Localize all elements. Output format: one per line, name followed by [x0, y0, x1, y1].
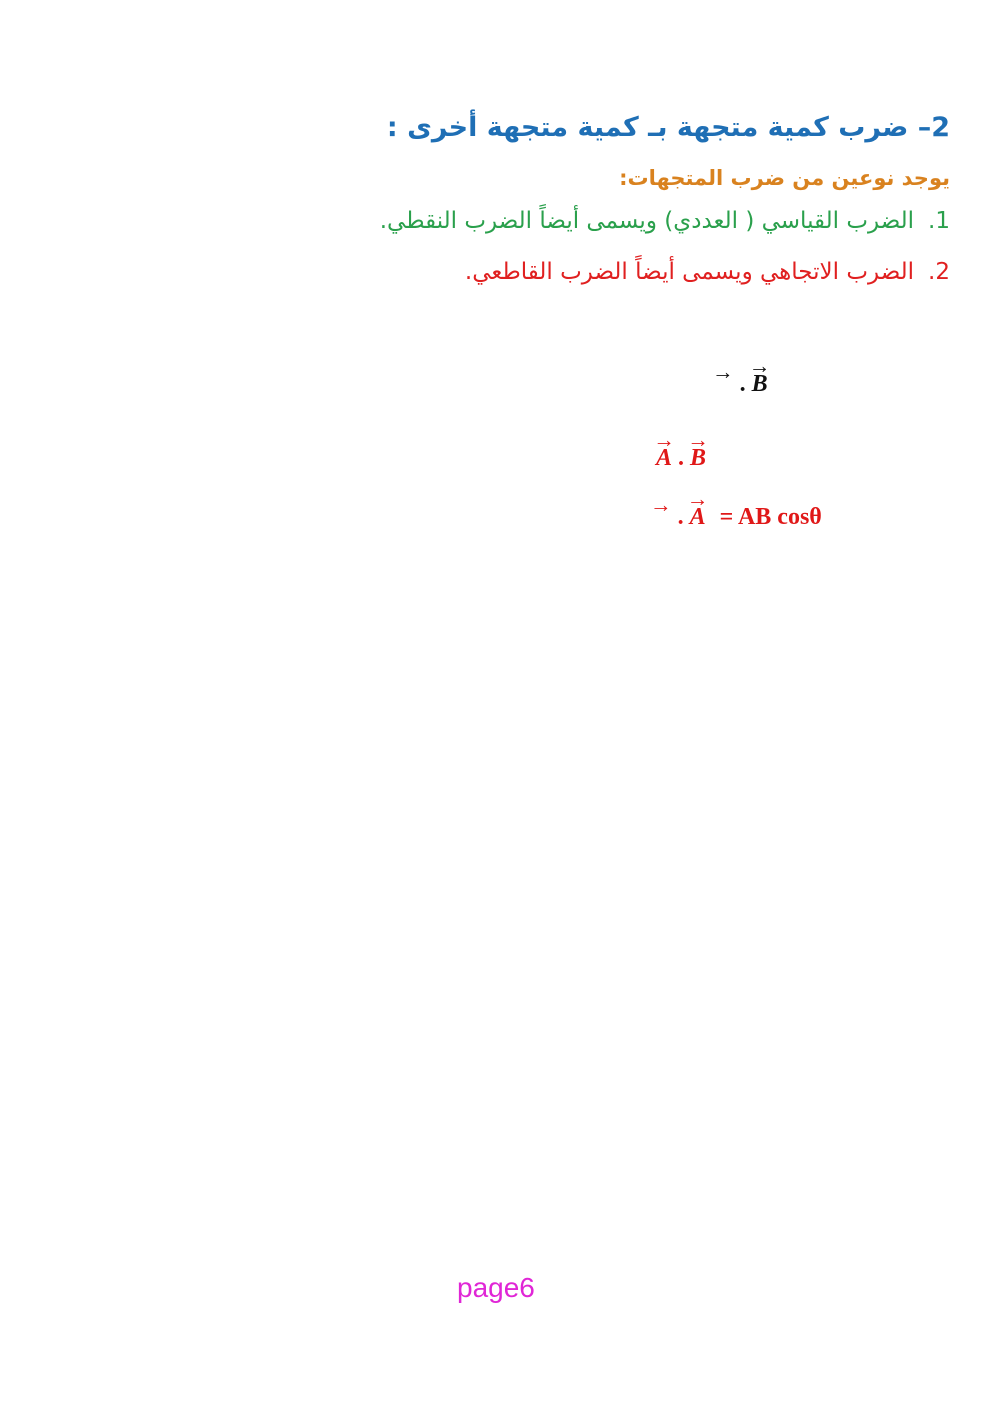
- equation-rhs: = AB cosθ: [719, 503, 822, 530]
- section-heading: 2– ضرب كمية متجهة بـ كمية متجهة أخرى :: [386, 112, 950, 143]
- vector-arrow-icon: →: [650, 493, 672, 517]
- dot-operator: .: [678, 445, 685, 471]
- equation-dot-b: [712, 360, 768, 398]
- list-item-vector-product: [465, 259, 950, 285]
- list-number: 2.: [928, 259, 950, 285]
- equation-a-dot-b: [656, 445, 706, 472]
- vector-b: → B: [752, 371, 768, 398]
- page-number: page6: [457, 1272, 535, 1303]
- dot-operator: .: [677, 503, 684, 530]
- dot-operator: .: [739, 370, 746, 397]
- equation-dot-product-result: [650, 493, 822, 531]
- vector-a: → A: [690, 504, 706, 531]
- list-number: 1.: [928, 208, 950, 234]
- list-item-scalar-product: [380, 208, 950, 234]
- list-item-text: الضرب الاتجاهي ويسمى أيضاً الضرب القاطعي.: [464, 259, 915, 285]
- vector-arrow-icon: →: [712, 360, 734, 384]
- vector-a: → A: [656, 445, 672, 472]
- list-item-text: الضرب القياسي ( العددي) ويسمى أيضاً الضرب النقطي.: [379, 208, 915, 234]
- intro-text: يوجد نوعين من ضرب المتجهات:: [619, 166, 950, 190]
- vector-b: → B: [690, 445, 706, 472]
